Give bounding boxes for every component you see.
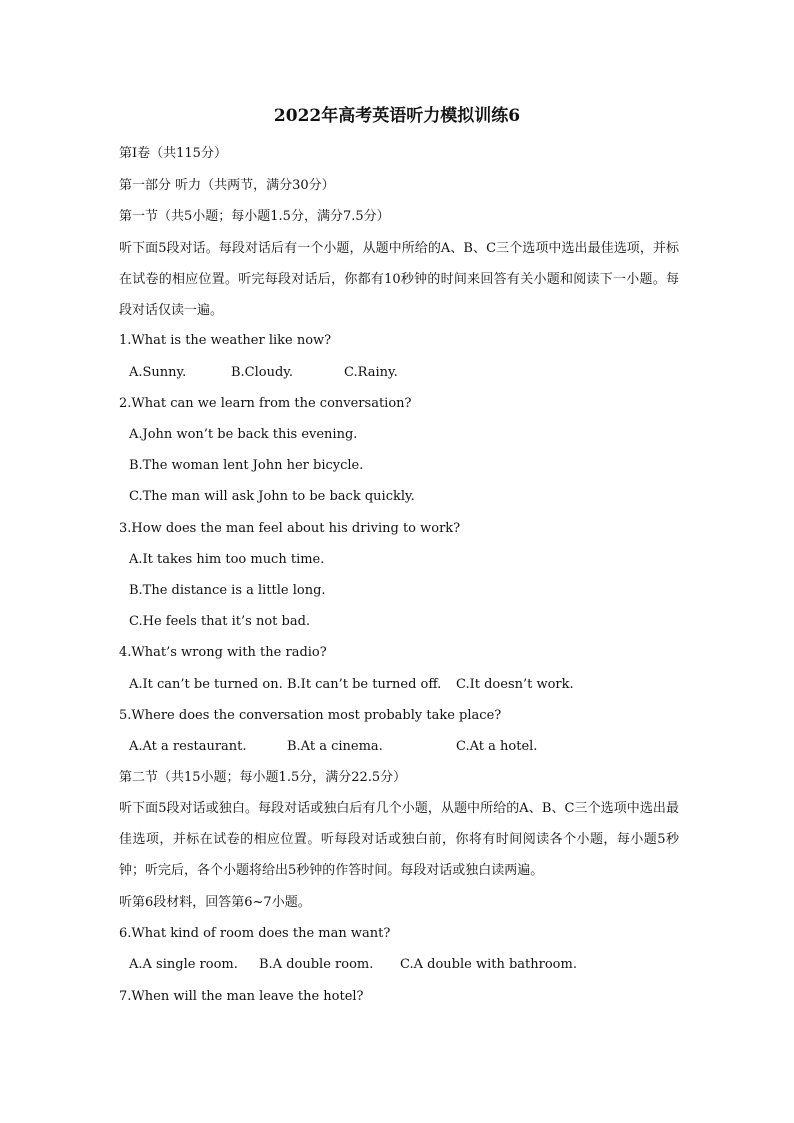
question-5-stem: 5.Where does the conversation most probably take place? [119, 708, 502, 723]
question-1-stem: 1.What is the weather like now? [119, 333, 332, 348]
question-3-option-b: B.The distance is a little long. [129, 583, 326, 598]
question-2-option-b: B.The woman lent John her bicycle. [129, 458, 364, 473]
option-a: A.Sunny. [129, 365, 187, 380]
option-c: C.A double with bathroom. [400, 957, 577, 972]
part-heading: 第一部分 听力（共两节，满分30分） [119, 178, 335, 193]
question-4-stem: 4.What’s wrong with the radio? [119, 645, 327, 660]
option-b: B.Cloudy. [231, 365, 294, 380]
section1-heading: 第一节（共5小题；每小题1.5分，满分7.5分） [119, 209, 390, 224]
option-a: A.A single room. [129, 957, 238, 972]
volume-heading: 第I卷（共115分） [119, 146, 227, 161]
section1-instructions: 听下面5段对话。每段对话后有一个小题，从题中所给的A、B、C三个选项中选出最佳选项，并标在试卷的相应位置。听完每段对话后，你都有10秒钟的时间来回答有关小题和阅读下一小题。每段对话仅读一遍。 [119, 241, 679, 318]
option-b: B.It can’t be turned off. [287, 677, 442, 692]
section2-heading: 第二节（共15小题；每小题1.5分，满分22.5分） [119, 770, 407, 785]
question-7-stem: 7.When will the man leave the hotel? [119, 989, 364, 1004]
question-2-stem: 2.What can we learn from the conversation? [119, 396, 412, 411]
question-6-options [129, 955, 689, 975]
option-a: A.It can’t be turned on. [129, 677, 283, 692]
option-b: B.A double room. [259, 957, 374, 972]
question-3-option-a: A.It takes him too much time. [129, 552, 325, 567]
option-c: C.At a hotel. [456, 739, 538, 754]
question-2-option-c: C.The man will ask John to be back quickly. [129, 489, 415, 504]
question-3-option-c: C.He feels that it’s not bad. [129, 614, 311, 629]
option-c: C.Rainy. [344, 365, 398, 380]
question-3-stem: 3.How does the man feel about his driving to work? [119, 521, 461, 536]
page-title: 2022年高考英语听力模拟训练6 [273, 106, 521, 126]
question-1-options [129, 363, 689, 383]
option-a: A.At a restaurant. [129, 739, 247, 754]
question-5-options [129, 737, 689, 757]
material-6-note: 听第6段材料，回答第6~7小题。 [119, 895, 311, 910]
question-4-options [129, 675, 689, 695]
question-2-option-a: A.John won’t be back this evening. [129, 427, 358, 442]
question-6-stem: 6.What kind of room does the man want? [119, 926, 391, 941]
section2-instructions: 听下面5段对话或独白。每段对话或独白后有几个小题，从题中所给的A、B、C三个选项中选出最佳选项，并标在试卷的相应位置。听每段对话或独白前，你将有时间阅读各个小题，每小题5秒钟；听完后，各个小题将给出5秒钟的作答时间。每段对话或独白读两遍。 [119, 801, 679, 878]
option-c: C.It doesn’t work. [456, 677, 574, 692]
option-b: B.At a cinema. [287, 739, 383, 754]
